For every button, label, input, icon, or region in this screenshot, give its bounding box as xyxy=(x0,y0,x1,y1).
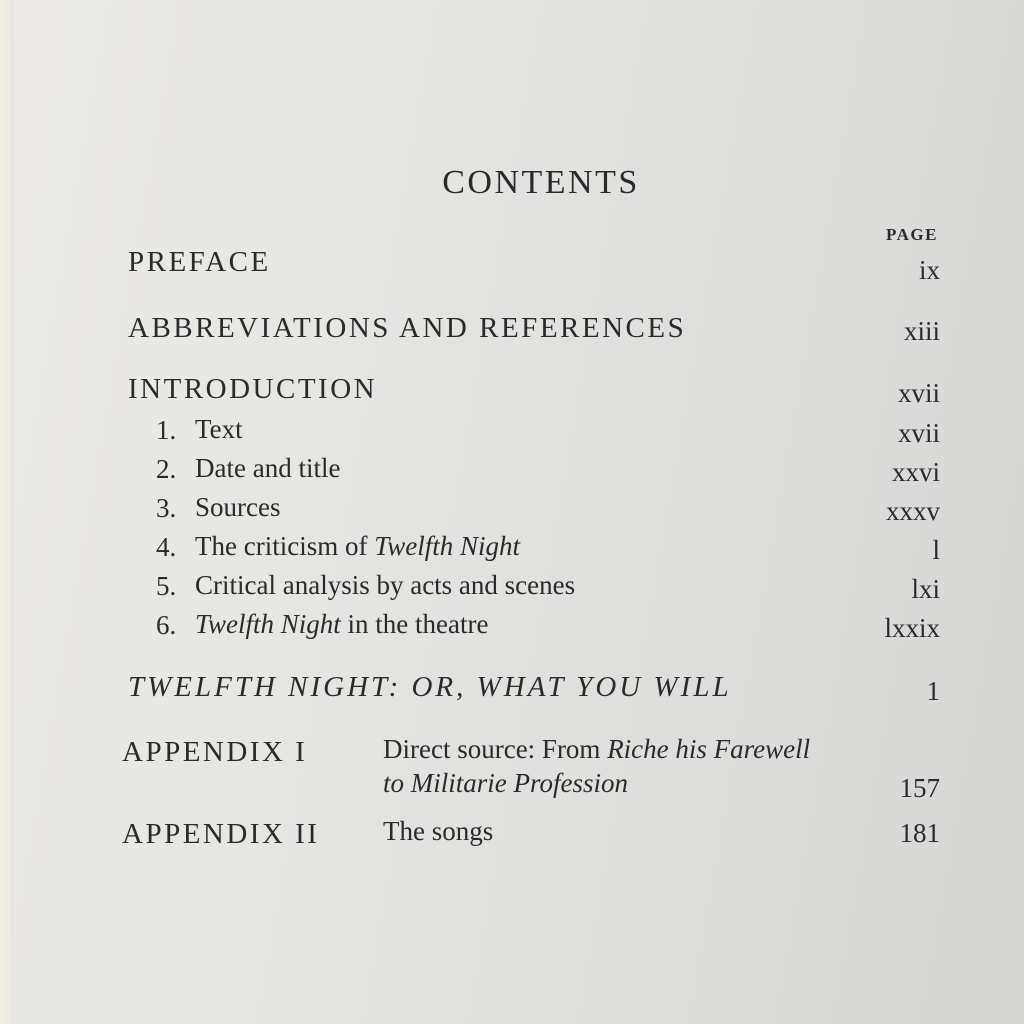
section-title-criticism xyxy=(195,533,520,560)
entry-introduction-label: INTRODUCTION xyxy=(128,373,378,405)
appendix-1-page: 157 xyxy=(899,773,940,803)
source-title-italic: Riche his Farewell xyxy=(607,734,811,764)
section-number: 5. xyxy=(156,571,177,601)
entry-abbreviations-page: xiii xyxy=(903,316,940,346)
appendix-text: Direct source: From xyxy=(383,734,608,764)
section-text: The criticism of xyxy=(195,531,375,561)
source-title-italic-cont: to Militarie Profession xyxy=(383,768,628,798)
appendix-2-label: APPENDIX II xyxy=(122,818,320,850)
play-title-entry: TWELFTH NIGHT: OR, WHAT YOU WILL xyxy=(128,671,732,703)
section-page: xvii xyxy=(897,418,940,448)
appendix-1-text-line2 xyxy=(383,770,628,797)
section-page: lxi xyxy=(911,574,940,604)
contents-title: CONTENTS xyxy=(442,164,640,201)
play-title-italic: Twelfth Night xyxy=(195,609,341,639)
section-title-analysis: Critical analysis by acts and scenes xyxy=(195,570,576,600)
entry-preface-page: ix xyxy=(918,255,940,285)
binding-edge xyxy=(0,0,14,1024)
entry-preface-label: PREFACE xyxy=(128,246,271,278)
play-title-italic: Twelfth Night xyxy=(374,531,520,561)
section-number: 3. xyxy=(156,493,177,523)
section-title-sources: Sources xyxy=(195,492,281,522)
section-title-theatre xyxy=(195,611,488,638)
play-page: 1 xyxy=(926,676,940,706)
section-text: in the theatre xyxy=(340,609,489,639)
section-page: lxxix xyxy=(884,613,940,643)
appendix-1-text xyxy=(383,736,810,763)
section-number: 4. xyxy=(156,532,177,562)
section-title-text: Text xyxy=(195,414,243,444)
section-page: l xyxy=(932,535,940,565)
appendix-2-page: 181 xyxy=(899,818,940,848)
entry-introduction-page: xvii xyxy=(897,378,940,408)
section-number: 6. xyxy=(156,610,177,640)
page-column-header: PAGE xyxy=(886,225,938,244)
appendix-1-label: APPENDIX I xyxy=(122,736,308,768)
section-title-date: Date and title xyxy=(195,453,341,483)
section-page: xxvi xyxy=(891,457,940,487)
section-number: 2. xyxy=(156,454,177,484)
appendix-2-text: The songs xyxy=(383,816,494,846)
section-number: 1. xyxy=(156,415,177,445)
section-page: xxxv xyxy=(886,496,940,526)
entry-abbreviations-label: ABBREVIATIONS AND REFERENCES xyxy=(128,312,687,344)
